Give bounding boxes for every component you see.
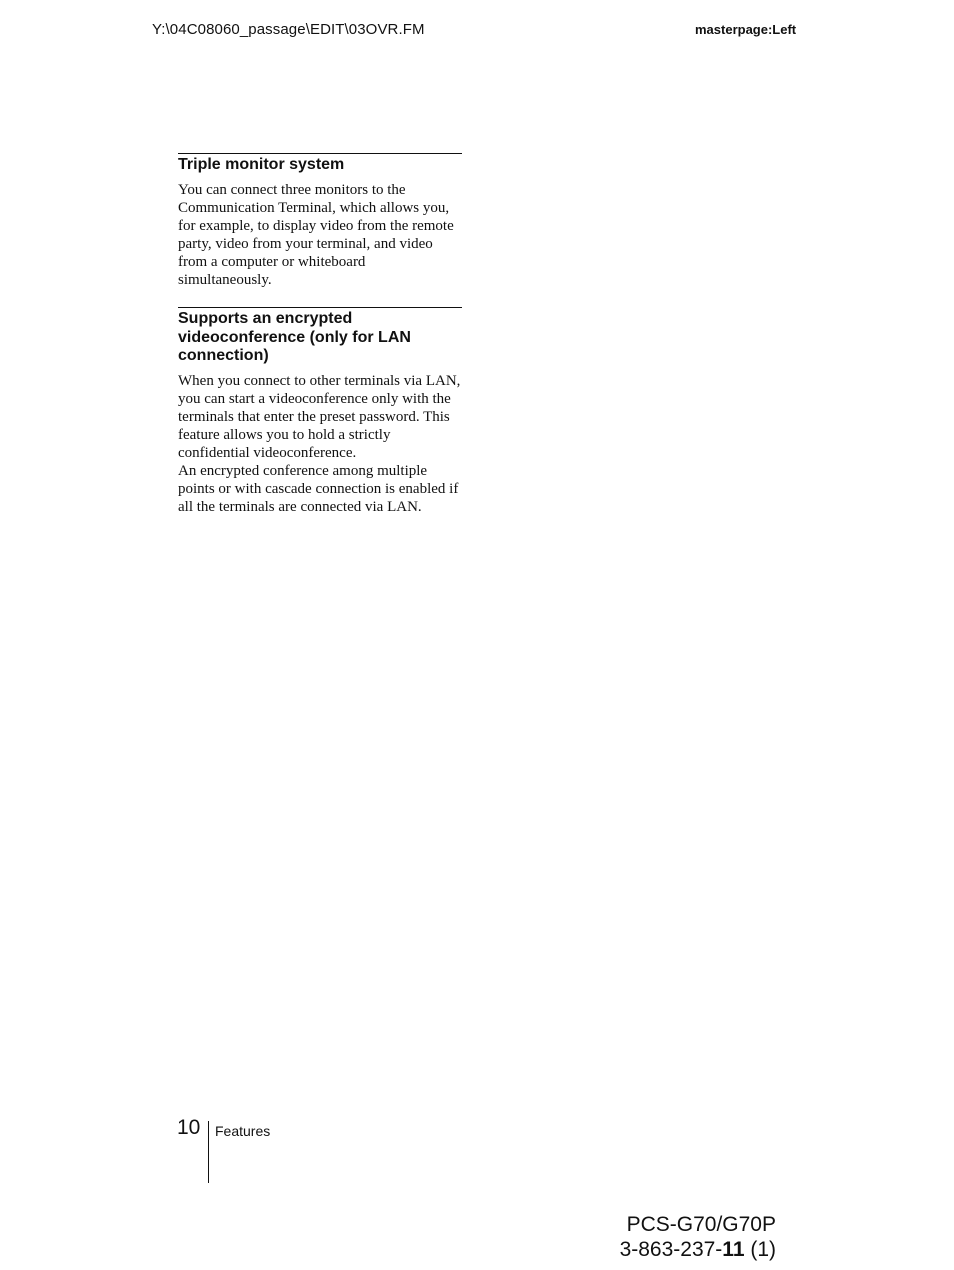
section-encrypted-videoconference <box>178 307 462 516</box>
model-info <box>620 1212 776 1262</box>
footer-divider <box>208 1121 209 1183</box>
part-number-bold: 11 <box>722 1238 745 1261</box>
section-title: Supports an encrypted videoconference (only for LAN connection) <box>178 310 411 364</box>
page-number: 10 <box>177 1116 201 1139</box>
footer-section-name: Features <box>215 1123 271 1139</box>
section-triple-monitor <box>178 153 462 289</box>
section-title: Triple monitor system <box>178 156 345 173</box>
header-master-page: masterpage:Left <box>695 22 797 37</box>
section-paragraph: You can connect three monitors to the Communication Terminal, which allows you, for example, to display video from the remote party, video from your terminal, and video from a computer or whiteboard simultaneously. <box>178 181 454 288</box>
header-file-path: Y:\04C08060_passage\EDIT\03OVR.FM <box>152 21 425 38</box>
section-paragraph: An encrypted conference among multiple points or with cascade connection is enabled if all the terminals are connected via LAN. <box>178 462 459 515</box>
part-number-prefix: 3-863-237- <box>619 1238 723 1261</box>
model-name: PCS-G70/G70P <box>626 1213 776 1236</box>
section-paragraph: When you connect to other terminals via LAN, you can start a videoconference only with the terminals that enter the preset password. This feature allows you to hold a strictly confidential videoconference. <box>178 372 461 461</box>
part-number-suffix: (1) <box>744 1238 776 1261</box>
part-number <box>620 1237 776 1262</box>
